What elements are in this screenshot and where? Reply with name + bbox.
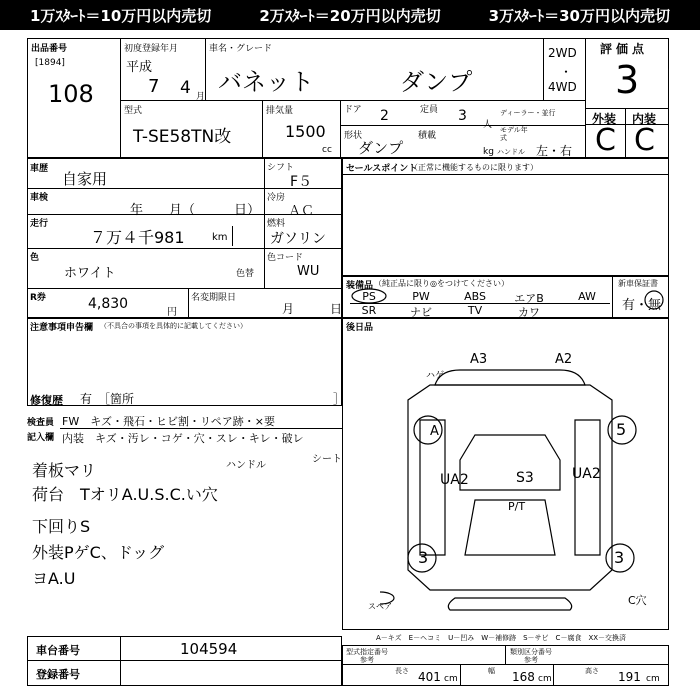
height-label: 高さ	[585, 667, 599, 675]
mark-c-hole: C穴	[628, 594, 647, 607]
warranty-circle	[643, 289, 667, 311]
notes-sub: （不具合の事項を具体的に記載してください）	[100, 322, 247, 330]
mark-5: 5	[616, 420, 627, 439]
mileage-value: ７万４千981	[90, 228, 185, 247]
handle-label: ハンドル	[497, 148, 525, 156]
doors-value: 2	[380, 108, 389, 124]
mileage-label: 走行	[30, 219, 49, 229]
displacement-value: 1500	[285, 122, 326, 141]
registration-month: 4	[180, 78, 191, 98]
banner	[0, 0, 700, 30]
capacity-unit: 人	[483, 120, 493, 130]
deadline-text: 月 日	[282, 302, 343, 316]
mileage-unit: km	[212, 232, 228, 243]
chassis-label: 車台番号	[36, 644, 80, 657]
ps-circle	[350, 288, 390, 304]
hand-note-handle: ハンドル	[226, 460, 266, 471]
mark-hage: ハゲ	[426, 371, 445, 381]
approval-sub: 参考	[360, 656, 374, 664]
car-grade: ダンプ	[400, 68, 473, 96]
length-label: 長さ	[395, 667, 409, 675]
shape-value: ダンプ	[358, 139, 404, 157]
dealer-label: ディーラー・並行	[500, 109, 556, 117]
chassis-value: 104594	[180, 640, 238, 658]
registration-month-unit: 月	[196, 92, 206, 102]
approval-label: 型式指定番号	[346, 648, 388, 656]
color-code: WU	[297, 264, 320, 279]
lot-label: 出品番号	[31, 44, 68, 54]
equip-navi: ナビ	[410, 306, 432, 319]
warranty-value: 有・無	[622, 298, 662, 313]
inspector-int-row: 内装 キズ・汚レ・コゲ・穴・スレ・キレ・破レ	[62, 432, 304, 445]
mark-a-left: A	[430, 424, 439, 439]
repair-value: 有	[80, 392, 93, 406]
mark-pt: P/T	[508, 500, 526, 513]
inspection-label: 車検	[30, 193, 49, 203]
banner-3: 3万ｽﾀｰﾄ＝30万円以内売切	[488, 6, 670, 25]
class-number-label: 類別区分番号	[510, 648, 552, 656]
capacity-value: 3	[458, 108, 467, 124]
color-value: ホワイト	[64, 266, 116, 281]
int-label: 内装	[632, 112, 657, 126]
equip-abs: ABS	[464, 290, 486, 303]
doors-label: ドア	[344, 105, 362, 115]
car-name: バネット	[218, 68, 314, 96]
note-5: ヨA.U	[32, 569, 76, 588]
note-3: 下回りS	[32, 517, 91, 536]
displacement-label: 排気量	[266, 106, 294, 116]
aircon-label: 冷房	[267, 193, 286, 203]
score-label: 評価点	[600, 42, 649, 56]
ext-label: 外装	[592, 112, 617, 126]
mark-a2: A2	[555, 352, 573, 367]
equipment-label: 装備品	[346, 281, 374, 291]
mark-ua2-right: UA2	[572, 466, 601, 482]
banner-2: 2万ｽﾀｰﾄ＝20万円以内売切	[259, 6, 441, 25]
shift-label: シフト	[267, 163, 295, 173]
note-1: 着板マリ	[32, 461, 97, 480]
equip-pw: PW	[412, 290, 430, 303]
deadline-label: 名変期限日	[191, 293, 237, 303]
color-code-label: 色コード	[267, 253, 304, 263]
lot-number: 108	[48, 80, 94, 108]
hand-note-seat: シート	[312, 454, 342, 465]
color-label: 色	[30, 253, 40, 263]
model-label: 型式	[124, 106, 143, 116]
spare-label: スペア	[368, 602, 392, 611]
recycle-unit: 円	[167, 307, 177, 318]
note-4: 外装PゲC、ドッグ	[32, 543, 165, 562]
length-value: 401	[418, 670, 441, 684]
repair-bracket: ［箇所	[98, 392, 135, 406]
warranty-label: 新車保証書	[618, 279, 658, 288]
score-value: 3	[615, 58, 640, 102]
load-label: 積載	[418, 131, 437, 141]
car-type-label: 車歴	[30, 164, 49, 174]
equip-ps: PS	[362, 290, 376, 303]
rear-seat-label: 後日品	[346, 323, 374, 333]
equip-sr: SR	[361, 304, 377, 317]
mark-3-right: 3	[614, 548, 625, 567]
mark-3-left: 3	[418, 548, 429, 567]
aircon-value: ＡＣ	[288, 204, 315, 219]
recycle-label: R券	[30, 293, 46, 303]
height-unit: cm	[646, 674, 660, 684]
mark-a3: A3	[470, 352, 488, 367]
fuel-label: 燃料	[267, 219, 286, 229]
repair-close: ］	[333, 392, 346, 406]
registration-era: 平成	[126, 60, 153, 75]
lot-sub: [1894]	[35, 58, 65, 68]
drive-4wd: 4WD	[548, 80, 577, 94]
equip-aw: AW	[578, 290, 596, 303]
banner-1: 1万ｽﾀｰﾄ＝10万円以内売切	[30, 6, 212, 25]
registration-year: 7	[148, 76, 160, 97]
inspector-label-1: 検査員	[27, 418, 55, 428]
car-name-label: 車名・グレード	[209, 44, 273, 54]
damage-legend: A－キズ E－ヘコミ U－凹み W－補修跡 S－サビ C－腐食 XX－交換済	[376, 634, 627, 642]
mark-ua2-left: UA2	[440, 472, 469, 488]
sales-point-sub: （正常に機能するものに限ります）	[410, 163, 538, 172]
height-value: 191	[618, 670, 641, 684]
width-label: 幅	[488, 667, 495, 675]
inspector-ext-row: FW キズ・飛石・ヒビ割・リペア跡・×要	[62, 415, 275, 428]
repair-label: 修復歴	[30, 394, 63, 407]
mark-s3: S3	[516, 470, 534, 486]
width-value: 168	[512, 670, 535, 684]
capacity-label: 定員	[420, 105, 439, 115]
handle-value: 左・右	[536, 144, 573, 158]
equip-airbag: エアB	[514, 292, 544, 305]
shift-value: F５	[290, 174, 313, 190]
color-change-label: 色替	[236, 269, 255, 279]
width-unit: cm	[538, 674, 552, 684]
note-2: 荷台 TオリA.U.S.C.い穴	[32, 485, 218, 504]
reg-number-label: 登録番号	[36, 668, 80, 681]
drive-2wd: 2WD	[548, 46, 577, 60]
equip-tv: TV	[467, 304, 483, 317]
inspector-label-2: 記入欄	[27, 433, 55, 443]
sales-frame	[342, 158, 669, 276]
inspection-text: 年 月（ 日）	[130, 203, 261, 218]
registration-label: 初度登録年月	[124, 44, 179, 54]
shape-label: 形状	[344, 131, 363, 141]
fuel-value: ガソリン	[270, 231, 326, 247]
class-number-sub: 参考	[524, 656, 538, 664]
notes-label: 注意事項申告欄	[30, 323, 94, 333]
length-unit: cm	[444, 674, 458, 684]
equip-leather: カワ	[518, 306, 540, 319]
int-value: C	[634, 123, 655, 158]
load-unit: kg	[483, 147, 494, 157]
model-year-label: モデル年式	[500, 126, 528, 142]
car-type-value: 自家用	[62, 170, 108, 188]
sales-point-label: セールスポイント	[346, 164, 418, 174]
recycle-value: 4,830	[88, 296, 129, 312]
model-value: T-SE58TN改	[133, 127, 232, 147]
equipment-sub: （純正品に限り◎をつけてください）	[374, 279, 509, 288]
ext-value: C	[595, 123, 616, 158]
displacement-unit: cc	[322, 145, 332, 155]
drive-dot: ・	[560, 65, 573, 79]
